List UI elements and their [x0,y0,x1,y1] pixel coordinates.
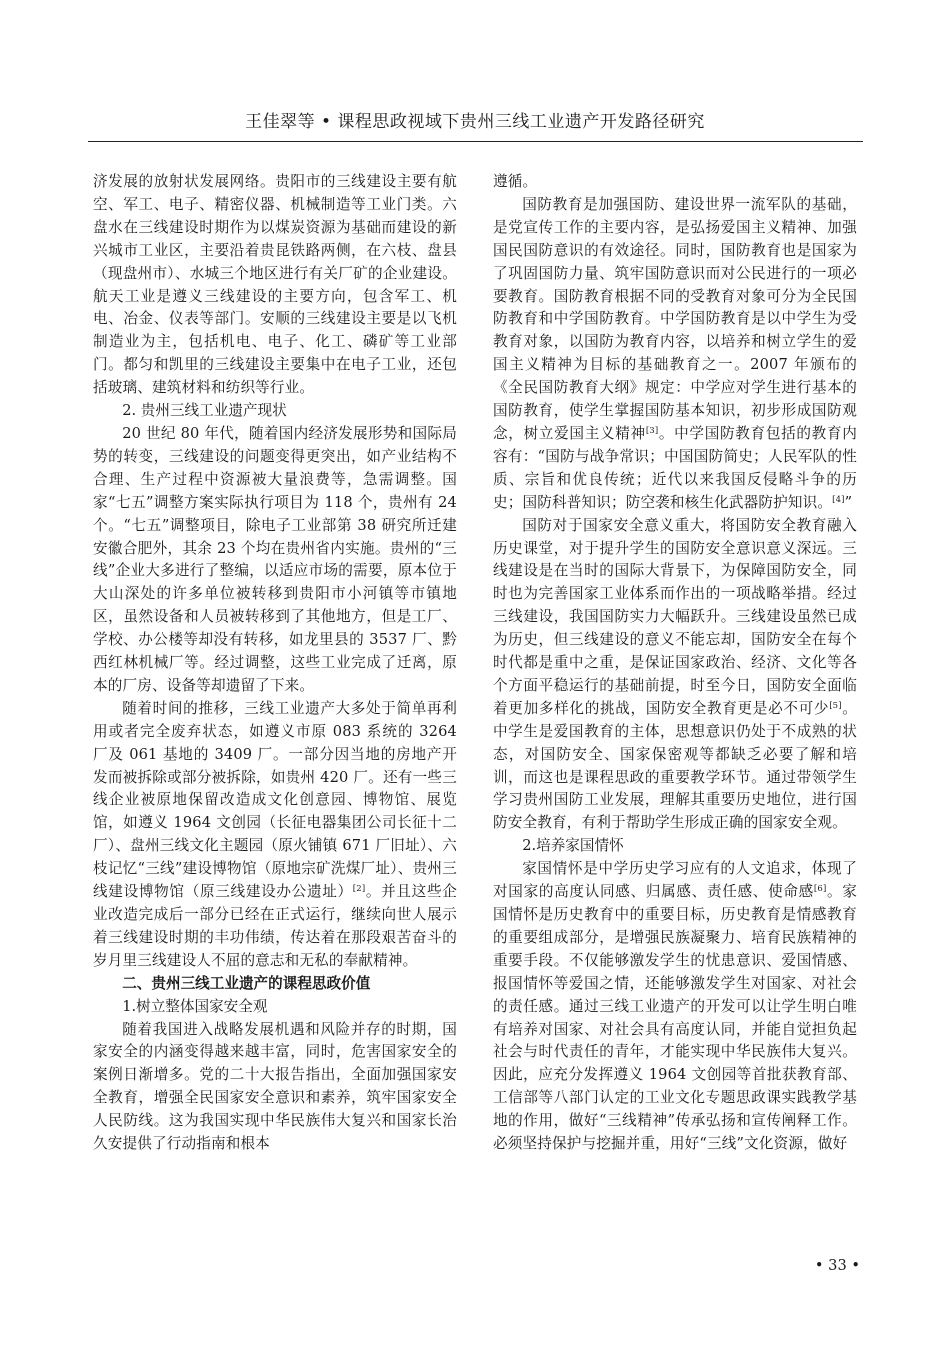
citation-ref: [2] [352,884,366,895]
heading-national-security: 1.树立整体国家安全观 [122,997,268,1015]
heading-patriotism: 2.培养家国情怀 [522,837,624,855]
text-segment: 国防对于国家安全意义重大，将国防安全教育融入历史课堂，对于提升学生的国防安全意识意义深远。三线建设是在当时的国际大背景下，为保障国防安全，同时也为完善国家工业体系而作出的一项战略举措。经过三线建设，我国国防实力大幅跃升。三线建设虽然已成为历史，但三线建设的意义不能忘却，国防安全在每个时代都是重中之重，是保证国家政治、经济、文化等各个方面平稳运行的基础前提，时至今日，国防安全面临着更加多样化的挑战，国防安全教育更是必不可少 [493,516,857,717]
paragraph-1980s-adjustment: 20 世纪 80 年代，随着国内经济发展形势和国际局势的转变，三线建设的问题变得更突出，如产业结构不合理、生产过程中资源被大量浪费等，急需调整。国家“七五”调整方案实际执行项目为 118 个，贵州有 24 个。“七五”调整项目，除电子工业部第 38 研究所迁建安徽合肥外，其余 23 个均在贵州省内实施。贵州的“三线”企业大多进行了整编，以适应市场的需要，原本位于大山深处的许多单位被转移到贵阳市小河镇等市镇地区，虽然设备和人员被转移到了其他地方，但是工厂、学校、办公楼等却没有转移，如龙里县的 3537 厂、黔西红林机械厂等。经过调整，这些工业完成了迁离，原本的厂房、设备等却遗留了下来。 [93,424,457,694]
text-segment: 。家国情怀是历史教育中的重要目标，历史教育是情感教育的重要组成部分，是增强民族凝聚力、培育民族精神的重要手段。不仅能够激发学生的忧患意识、爱国情感、报国情怀等爱国之情，还能够激发学生对国家、对社会的责任感。通过三线工业遗产的开发可以让学生明白唯有培养对国家、对社会具有高度认同，并能自觉担负起社会与时代责任的青年，才能实现中华民族伟大复兴。因此，应充分发挥遵义 1964 文创园等首批获教育部、工信部等八部门认定的工业文化专题思政课实践教学基地的作用，做好“三线精神”传承弘扬和宣传阐释工作。必须坚持保护与挖掘并重，用好“三线”文化资源，做好 [493,883,857,1153]
text-segment: 随着时间的推移，三线工业遗产大多处于简单再利用或者完全废弃状态，如遵义市原 083 系统的 3264 厂及 061 基地的 3409 厂。一部分因当地的房地产开发而被拆除或部分被拆除，如贵州 420 厂。还有一些三线企业被原地保留改造成文化创意园、博物馆、展览馆，如遵义 1964 文创园（长征电器集团公司长征十二厂）、盘州三线文化主题园（原火铺镇 671 厂旧址）、六枝记忆“三线”建设博物馆（原地宗矿洗煤厂址）、贵州三线建设博物馆（原三线建设办公遗址） [93,699,457,901]
paragraph-patriotism [493,858,857,1156]
header-rule [88,141,863,142]
paragraph-defense-education [493,194,857,515]
left-column [93,171,457,1156]
right-column [493,171,857,1156]
running-title: 王佳翠等 • 课程思政视域下贵州三线工业遗产开发路径研究 [245,112,705,132]
heading-part-two: 二、贵州三线工业遗产的课程思政价值 [122,974,371,992]
heading-heritage-status: 2. 贵州三线工业遗产现状 [122,402,287,420]
text-segment: 。中学生是爱国教育的主体，思想意识仍处于不成熟的状态，对国防安全、国家保密观等都缺乏必要了解和培训，而这也是课程思政的重要教学环节。通过带领学生学习贵州国防工业发展，理解其重要历史地位，进行国防安全教育，有利于帮助学生形成正确的国家安全观。 [493,699,857,832]
text-segment: 。中学国防教育包括的教育内容有：“国防与战争常识；中国国防简史；人民军队的性质、宗旨和优良传统；近代以来我国反侵略斗争的历史；国防科普知识；防空袭和核生化武器防护知识。 [493,424,857,511]
paragraph-industry-distribution: 济发展的放射状发展网络。贵阳市的三线建设主要有航空、军工、电子、精密仪器、机械制造等工业门类。六盘水在三线建设时期作为以煤炭资源为基础而建设的新兴城市工业区，主要沿着贵昆铁路两侧，在六枝、盘县（现盘州市）、水城三个地区进行有关厂矿的企业建设。航天工业是遵义三线建设的主要方向，包含军工、机电、冶金、仪表等部门。安顺的三线建设主要是以飞机制造业为主，包括机电、电子、化工、磷矿等工业部门。都匀和凯里的三线建设主要集中在电子工业，还包括玻璃、建筑材料和纺织等行业。 [93,173,457,397]
paragraph-heritage-reuse [93,698,457,973]
citation-ref: [5] [829,700,842,711]
page-number: • 33 • [814,1257,860,1274]
paragraph-national-security: 随着我国进入战略发展机遇和风险并存的时期，国家安全的内涵变得越来越丰富，同时，危害国家安全的案例日渐增多。党的二十大报告指出，全面加强国家安全教育，增强全民国家安全意识和素养，筑牢国家安全人民防线。这为我国实现中华民族伟大复兴和国家长治久安提供了行动指南和根本 [93,1020,457,1153]
paragraph-continuation: 遵循。 [493,173,538,190]
text-segment: 。并且这些企业改造完成后一部分已经在正式运行，继续向世人展示着三线建设时期的丰功伟绩，传达着在那段艰苦奋斗的岁月里三线建设人不屈的意志和无私的奉献精神。 [93,883,457,969]
text-segment: ” [844,493,853,511]
text-segment: 国防教育是加强国防、建设世界一流军队的基础，是党宣传工作的主要内容，是弘扬爱国主义精神、加强国民国防意识的有效途径。同时，国防教育也是国家为了巩固国防力量、筑牢国防意识而对公民进行的一项必要教育。国防教育根据不同的受教育对象可分为全民国防教育和中学国防教育。中学国防教育是以中学生为受教育对象，以国防为教育内容，以培养和树立学生的爱国主义精神为目标的基础教育之一。2007 年颁布的《全民国防教育大纲》规定：中学应对学生进行基本的国防教育，使学生掌握国防基本知识，初步形成国防观念，树立爱国主义精神 [493,195,857,442]
paragraph-defense-history-class [493,515,857,836]
text-segment: 家国情怀是中学历史学习应有的人文追求，体现了对国家的高度认同感、归属感、责任感、使命感 [493,860,857,901]
citation-ref: [4] [832,494,845,505]
citation-ref: [6] [813,884,827,895]
citation-ref: [3] [645,425,659,436]
